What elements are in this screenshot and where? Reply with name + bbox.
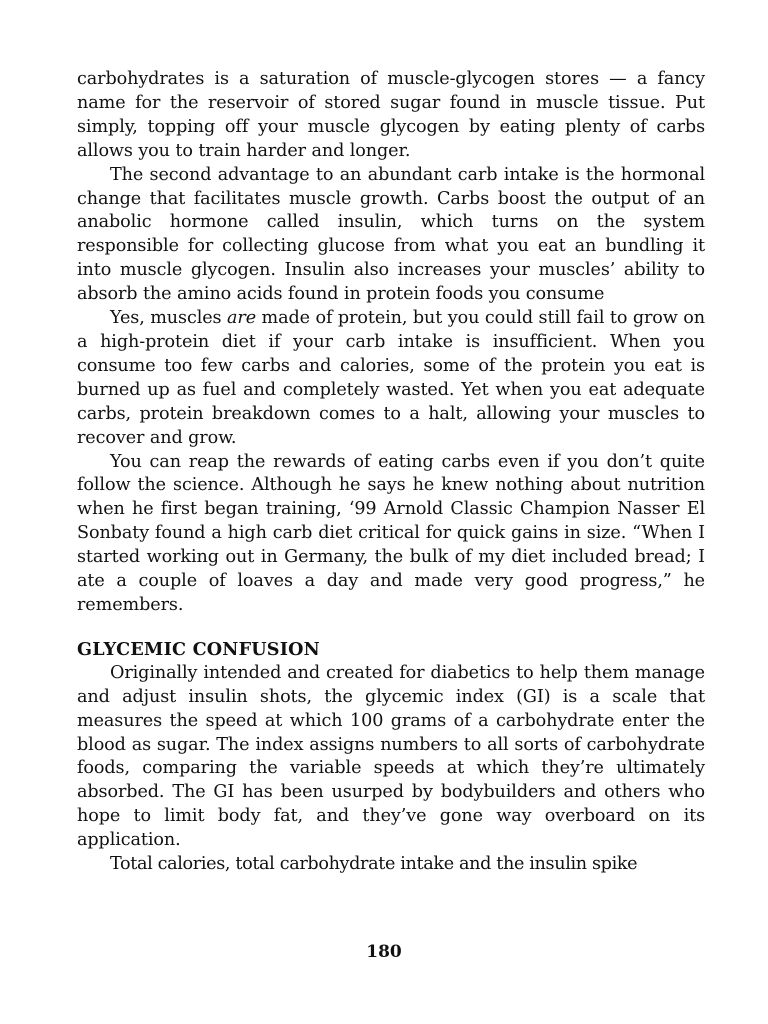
section-heading: GLYCEMIC CONFUSION — [77, 638, 320, 660]
book-page — [77, 68, 705, 877]
body-paragraph-2: The second advantage to an abundant carb intake is the hormonal change that facilitates muscle growth. Carbs boost the output of an anabolic hormone called insulin, which turns on the system responsible for collecting glucose from what you eat an bundling it into muscle glycogen. Insulin also increases your muscles’ ability to absorb the amino acids found in protein foods you consume — [77, 164, 705, 305]
section-paragraph-2: Total calories, total carbohydrate intake and the insulin spike — [110, 854, 638, 875]
page-number: 180 — [366, 942, 402, 962]
paragraph-3-start: Yes, muscles — [110, 308, 227, 329]
emphasis-are: are — [227, 308, 257, 329]
paragraph-3-rest: made of protein, but you could still fail to grow on a high-protein diet if your carb intake is insufficient. When you consume too few carbs and calories, some of the protein you eat is burned up as fuel and completely wasted. Yet when you eat adequate carbs, protein breakdown comes to a halt, allowing your muscles to recover and grow. — [77, 308, 705, 448]
body-paragraph-1: carbohydrates is a saturation of muscle-glycogen stores — a fancy name for the reservoir of stored sugar found in muscle tissue. Put simply, topping off your muscle glycogen by eating plenty of carbs allows you to train harder and longer. — [77, 69, 705, 161]
body-paragraph-3 — [77, 307, 705, 450]
section-paragraph-1: Originally intended and created for diabetics to help them manage and adjust insulin shots, the glycemic index (GI) is a scale that measures the speed at which 100 grams of a carbohydrate enter the blood as sugar. The index assigns numbers to all sorts of carbohydrate foods, comparing the variable speeds at which they’re ultimately absorbed. The GI has been usurped by bodybuilders and others who hope to limit body fat, and they’ve gone way overboard on its application. — [77, 662, 705, 851]
body-paragraph-4: You can reap the rewards of eating carbs even if you don’t quite follow the science. Although he says he knew nothing about nutrition when he first began training, ‘99 Arnold Classic Champion Nasser El Sonbaty found a high carb diet critical for quick gains in size. “When I started working out in Germany, the bulk of my diet included bread; I ate a couple of loaves a day and made very good progress,” he remembers. — [77, 451, 705, 615]
